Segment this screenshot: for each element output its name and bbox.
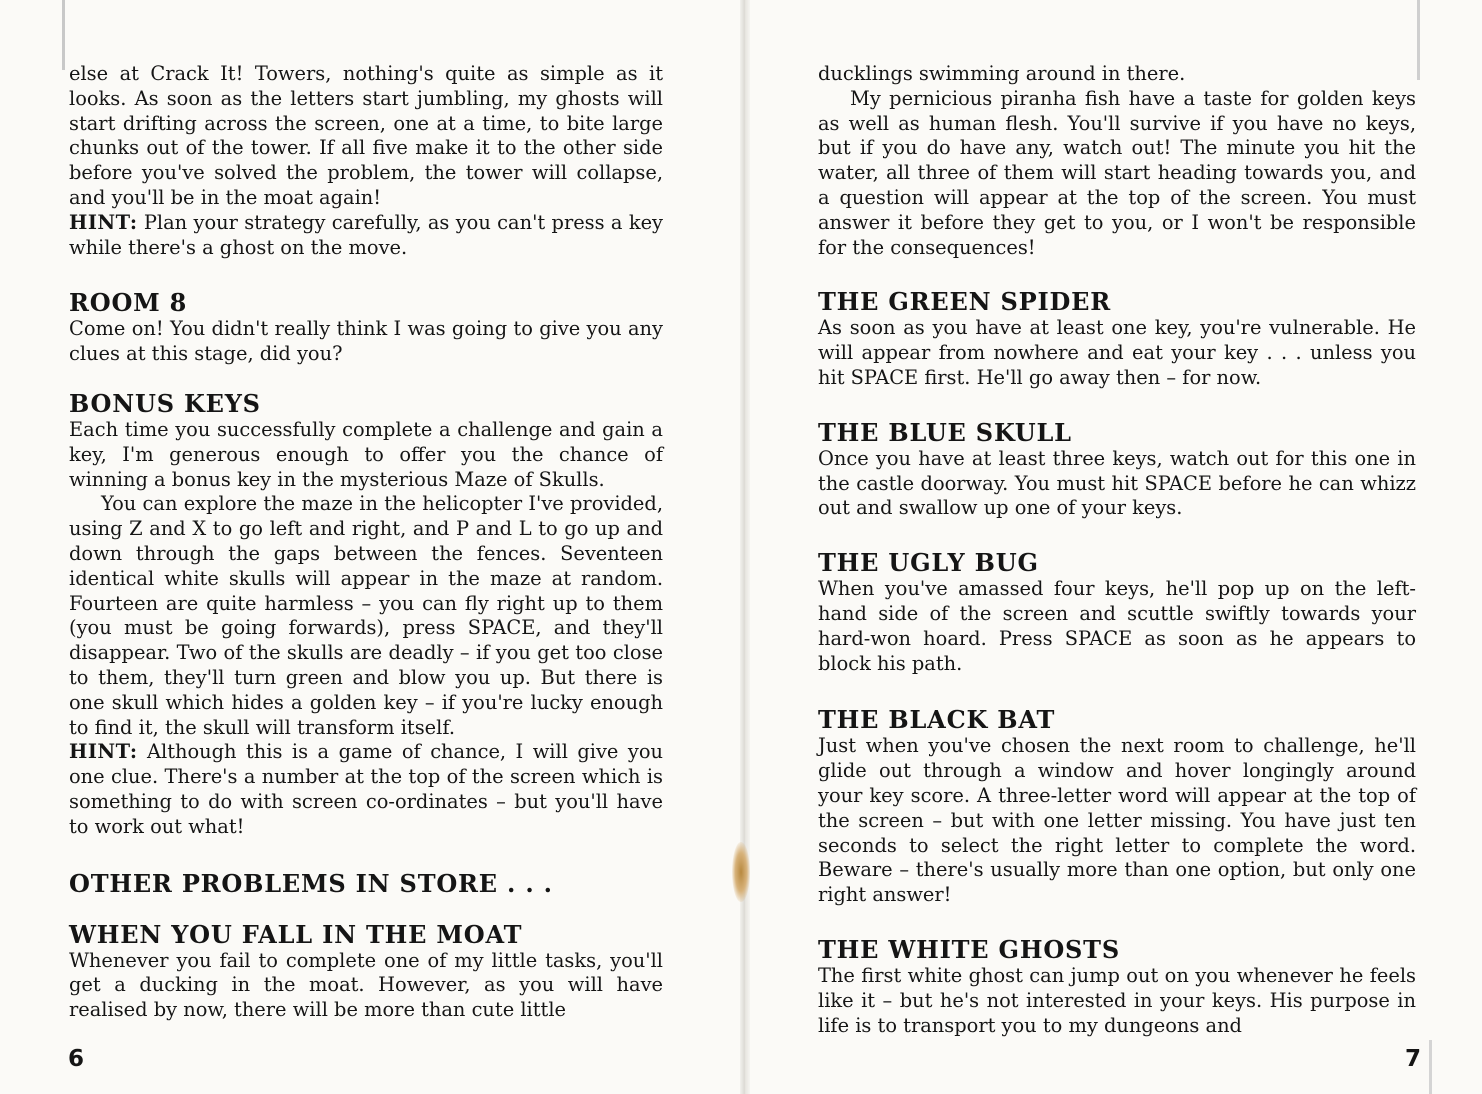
bonus-keys-paragraph: Each time you successfully complete a challenge and gain a key, I'm generous enough to offer you the chance of winning a bonus key in the mysterious Maze of Skulls.: [69, 417, 663, 491]
page-number-right: 7: [1405, 1046, 1422, 1072]
hint-label-2: HINT:: [69, 740, 138, 764]
white-ghosts-heading: THE WHITE GHOSTS: [818, 934, 1120, 964]
right-column: [818, 62, 1416, 1038]
book-spine: [740, 0, 750, 1094]
moat-paragraph: Whenever you fail to complete one of my little tasks, you'll get a ducking in the moat. However, as you will have realised by now, there will be more than cute little: [69, 948, 663, 1022]
green-spider-paragraph: As soon as you have at least one key, you're vulnerable. He will appear from nowhere and eat your key . . . unless you hit SPACE first. He'll go away then – for now.: [818, 316, 1416, 389]
piranha-paragraph: My pernicious piranha fish have a taste for golden keys as well as human flesh. You'll survive if you have no keys, but if you do have any, watch out! The minute you hit the water, all three of them will start heading towards you, and a question will appear at the top of the screen. You must answer it before they get to you, or I won't be responsible for the consequences!: [818, 86, 1416, 259]
black-bat-paragraph: Just when you've chosen the next room to challenge, he'll glide out through a window and hover longingly around your key score. A three-letter word will appear at the top of the screen – but with one letter missing. You have just ten seconds to select the right letter to complete the word. Beware – there's usually more than one option, but only one right answer!: [818, 734, 1416, 907]
page-edge-mark-right: [1417, 0, 1420, 80]
left-column: [69, 62, 663, 1023]
right-page: [745, 0, 1482, 1094]
bonus-keys-heading: BONUS KEYS: [69, 388, 261, 418]
page-number-left: 6: [68, 1046, 85, 1072]
black-bat-heading: THE BLACK BAT: [818, 705, 1056, 735]
green-spider-heading: THE GREEN SPIDER: [818, 287, 1111, 317]
hint-text-2: Although this is a game of chance, I will give you one clue. There's a number at the top of the screen which is something to do with screen co-ordinates – but you'll have to work out what!: [69, 740, 663, 838]
ugly-bug-heading: THE UGLY BUG: [818, 548, 1039, 578]
page-edge-mark: [62, 0, 65, 70]
blue-skull-heading: THE BLUE SKULL: [818, 417, 1072, 447]
hint-paragraph-2: [69, 740, 663, 839]
ducklings-paragraph: ducklings swimming around in there.: [818, 62, 1186, 85]
fall-in-moat-heading: WHEN YOU FALL IN THE MOAT: [69, 919, 523, 949]
page-edge-mark-bottom: [1429, 1040, 1432, 1094]
room-8-paragraph: Come on! You didn't really think I was going to give you any clues at this stage, did you?: [69, 317, 663, 366]
white-ghosts-paragraph: The first white ghost can jump out on you whenever he feels like it – but he's not interested in your keys. His purpose in life is to transport you to my dungeons and: [818, 963, 1416, 1037]
tower-paragraph: else at Crack It! Towers, nothing's quite as simple as it looks. As soon as the letters start jumbling, my ghosts will start drifting across the screen, one at a time, to bite large chunks out of the tower. If all five make it to the other side before you've solved the problem, the tower will collapse, and you'll be in the moat again!: [69, 62, 663, 209]
paper-stain: [732, 842, 750, 902]
other-problems-heading: OTHER PROBLEMS IN STORE . . .: [69, 868, 553, 898]
hint-label: HINT:: [69, 210, 138, 234]
hint-paragraph: [69, 211, 663, 261]
room-8-heading: ROOM 8: [69, 288, 188, 318]
blue-skull-paragraph: Once you have at least three keys, watch out for this one in the castle doorway. You must hit SPACE before he can whizz out and swallow up one of your keys.: [818, 446, 1416, 520]
hint-text: Plan your strategy carefully, as you can't press a key while there's a ghost on the move.: [69, 210, 663, 259]
maze-paragraph: You can explore the maze in the helicopter I've provided, using Z and X to go left and right, and P and L to go up and down through the gaps between the fences. Seventeen identical white skulls will appear in the maze at random. Fourteen are quite harmless – you can fly right up to them (you must be going forwards), press SPACE, and they'll disappear. Two of the skulls are deadly – if you get too close to them, they'll turn green and blow you up. But there is one skull which hides a golden key – if you're lucky enough to find it, the skull will transform itself.: [69, 492, 663, 739]
ugly-bug-paragraph: When you've amassed four keys, he'll pop up on the left-hand side of the screen and scuttle swiftly towards your hard-won hoard. Press SPACE as soon as he appears to block his path.: [818, 577, 1416, 675]
